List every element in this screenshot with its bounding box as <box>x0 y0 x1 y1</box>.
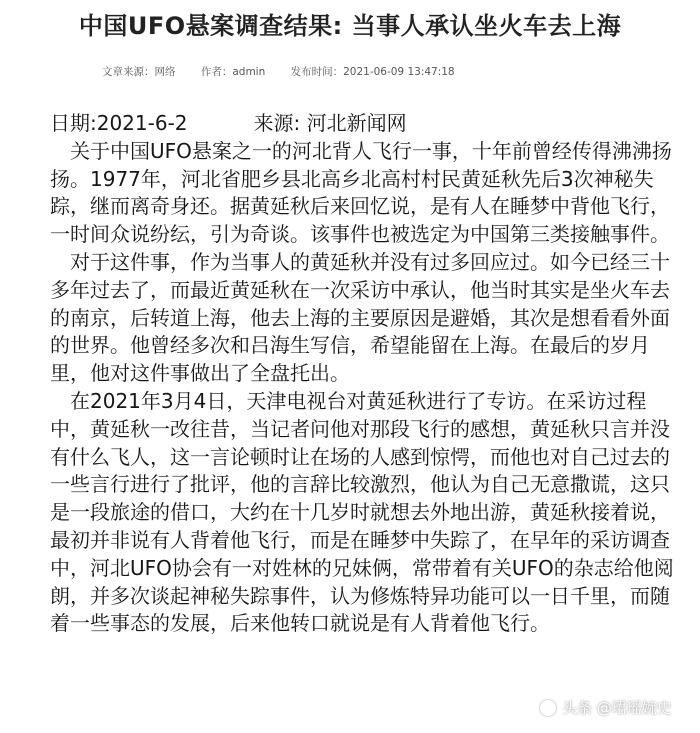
article-body <box>50 110 682 638</box>
watermark-text: 头条 @珺瑶婉史 <box>562 699 672 717</box>
toutiao-logo-icon <box>540 700 556 716</box>
meta-source: 文章来源：网络 <box>102 66 176 78</box>
article-title: 中国UFO悬案调查结果: 当事人承认坐火车去上海 <box>78 12 622 40</box>
article-paragraph: 关于中国UFO悬案之一的河北背人飞行一事，十年前曾经传得沸沸扬扬。1977年，河北省肥乡县北高乡北高村村民黄延秋先后3次神秘失踪，继而离奇身还。据黄延秋后来回忆说，是有人在睡梦中背他飞行，一时间众说纷纭，引为奇谈。该事件也被选定为中国第三类接触事件。 <box>50 138 672 247</box>
watermark <box>540 697 672 718</box>
article-date: 日期:2021-6-2 <box>50 111 188 135</box>
meta-author: 作者：admin <box>200 66 266 78</box>
article-paragraph: 对于这件事，作为当事人的黄延秋并没有过多回应过。如今已经三十多年过去了，而最近黄延秋在一次采访中承认，他当时其实是坐火车去的南京，后转道上海，他去上海的主要原因是避婚，其次是想看看外面的世界。他曾经多次和吕海生写信，希望能留在上海。在最后的岁月里，他对这件事做出了全盘托出。 <box>50 249 670 386</box>
article-info-line <box>50 110 682 138</box>
article-paragraph: 在2021年3月4日，天津电视台对黄延秋进行了专访。在采访过程中，黄延秋一改往昔，当记者问他对那段飞行的感想，黄延秋只言并没有什么飞人，这一言论顿时让在场的人感到惊愕，而他也对自己过去的一些言行进行了批评，他的言辞比较激烈，他认为自己无意撒谎，这只是一段旅途的借口，大约在十几岁时就想去外地出游，黄延秋接着说，最初并非说有人背着他飞行，而是在睡梦中失踪了，在早年的采访调查中，河北UFO协会有一对姓林的兄妹俩，常带着有关UFO的杂志给他阅朗，并多次谈起神秘失踪事件，认为修炼特异功能可以一日千里，而随着一些事态的发展，后来他转口就说是有人背着他飞行。 <box>50 388 674 636</box>
article-source: 来源: 河北新闻网 <box>253 111 407 135</box>
article-meta <box>102 64 477 79</box>
meta-published: 发布时间：2021-06-09 13:47:18 <box>290 66 455 78</box>
